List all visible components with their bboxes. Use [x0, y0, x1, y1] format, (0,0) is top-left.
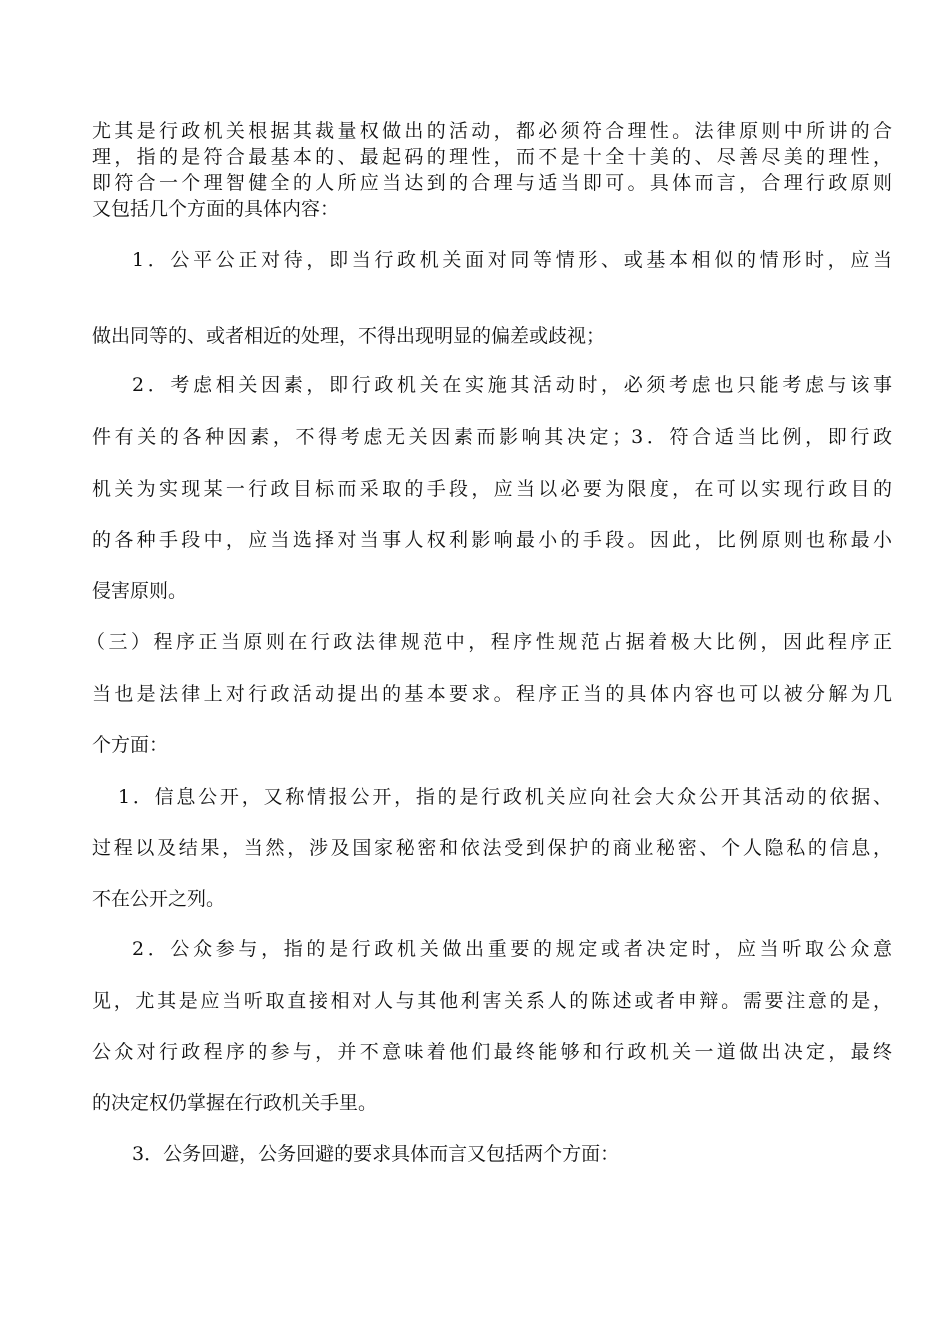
text-line: （三）程序正当原则在行政法律规范中，程序性规范占据着极大比例，因此程序正 — [86, 631, 892, 653]
text-line: 件有关的各种因素，不得考虑无关因素而影响其决定；3．符合适当比例，即行政 — [92, 426, 892, 448]
text-line: 即符合一个理智健全的人所应当达到的合理与适当即可。具体而言，合理行政原则 — [92, 172, 892, 194]
text-line: 公众对行政程序的参与，并不意味着他们最终能够和行政机关一道做出决定，最终 — [92, 1041, 892, 1063]
text-line: 做出同等的、或者相近的处理，不得出现明显的偏差或歧视； — [92, 325, 606, 347]
text-line: 侵害原则。 — [92, 580, 188, 602]
text-line: 2．公众参与，指的是行政机关做出重要的规定或者决定时，应当听取公众意 — [132, 938, 892, 960]
text-line: 机关为实现某一行政目标而采取的手段，应当以必要为限度，在可以实现行政目的 — [92, 478, 892, 500]
text-line: 个方面： — [92, 734, 169, 756]
text-line: 不在公开之列。 — [92, 888, 226, 910]
text-line: 理，指的是符合最基本的、最起码的理性，而不是十全十美的、尽善尽美的理性， — [92, 146, 892, 168]
text-line: 又包括几个方面的具体内容： — [92, 198, 340, 220]
text-line: 的决定权仍掌握在行政机关手里。 — [92, 1092, 378, 1114]
text-line: 1．信息公开，又称情报公开，指的是行政机关应向社会大众公开其活动的依据、 — [118, 786, 892, 808]
text-line: 过程以及结果，当然，涉及国家秘密和依法受到保护的商业秘密、个人隐私的信息， — [92, 837, 892, 859]
text-line: 1．公平公正对待，即当行政机关面对同等情形、或基本相似的情形时，应当 — [132, 249, 892, 271]
text-line: 2．考虑相关因素，即行政机关在实施其活动时，必须考虑也只能考虑与该事 — [132, 374, 892, 396]
text-line: 的各种手段中，应当选择对当事人权利影响最小的手段。因此，比例原则也称最小 — [92, 529, 892, 551]
text-line: 3．公务回避，公务回避的要求具体而言又包括两个方面： — [132, 1143, 620, 1165]
text-line: 当也是法律上对行政活动提出的基本要求。程序正当的具体内容也可以被分解为几 — [92, 683, 892, 705]
text-line: 见，尤其是应当听取直接相对人与其他利害关系人的陈述或者申辩。需要注意的是， — [92, 990, 892, 1012]
text-line: 尤其是行政机关根据其裁量权做出的活动，都必须符合理性。法律原则中所讲的合 — [92, 120, 892, 142]
